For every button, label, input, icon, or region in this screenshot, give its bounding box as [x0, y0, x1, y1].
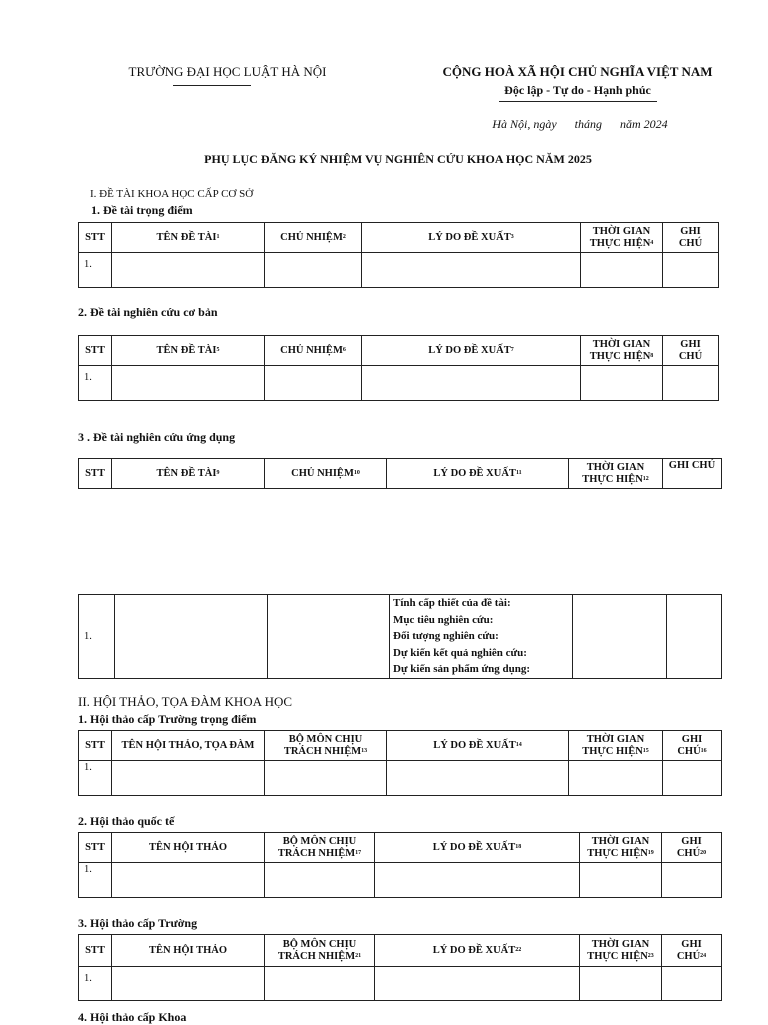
col-stt: STT [79, 459, 112, 489]
col-reason: LÝ DO ĐỀ XUẤT$^3$ [362, 223, 581, 253]
col-department: BỘ MÔN CHỊU TRÁCH NHIỆM$^{21}$ [265, 935, 375, 967]
col-seminar-name: TÊN HỘI THẢO [112, 833, 265, 863]
table-applied-research-header [78, 458, 722, 489]
col-stt: STT [79, 833, 112, 863]
col-time: THỜI GIAN THỰC HIỆN$^8$ [581, 336, 663, 366]
col-time: THỜI GIAN THỰC HIỆN$^{19}$ [580, 833, 662, 863]
col-seminar-name: TÊN HỘI THẢO, TỌA ĐÀM [112, 731, 265, 761]
table-row: 1. [79, 863, 722, 898]
col-reason: LÝ DO ĐỀ XUẤT$^{22}$ [375, 935, 580, 967]
section-1-sub-3: 3 . Đề tài nghiên cứu ứng dụng [78, 430, 236, 444]
university-underline [173, 85, 251, 86]
col-stt: STT [79, 731, 112, 761]
col-note: GHI CHÚ$^{24}$ [662, 935, 722, 967]
col-leader: CHỦ NHIỆM$^6$ [265, 336, 362, 366]
reason-expected-result: Dự kiến kết quả nghiên cứu: [393, 646, 527, 659]
col-department: BỘ MÔN CHỊU TRÁCH NHIỆM$^{17}$ [265, 833, 375, 863]
col-time: THỜI GIAN THỰC HIỆN$^4$ [581, 223, 663, 253]
table-applied-research-body [78, 594, 722, 679]
table-key-topics [78, 222, 719, 288]
table-row: 1. [79, 761, 722, 796]
section-2-sub-3: 3. Hội thảo cấp Trường [78, 916, 198, 930]
col-note: GHI CHÚ$^{20}$ [662, 833, 722, 863]
col-department: BỘ MÔN CHỊU TRÁCH NHIỆM$^{13}$ [265, 731, 387, 761]
reason-urgency: Tính cấp thiết của đề tài: [393, 597, 511, 609]
col-reason: LÝ DO ĐỀ XUẤT$^{18}$ [375, 833, 580, 863]
table-row: 1. [79, 366, 719, 401]
col-reason: LÝ DO ĐỀ XUẤT$^{11}$ [387, 459, 569, 489]
section-2-heading: II. HỘI THẢO, TỌA ĐÀM KHOA HỌC [78, 694, 293, 709]
col-time: THỜI GIAN THỰC HIỆN$^{23}$ [580, 935, 662, 967]
motto: Độc lập - Tự do - Hạnh phúc [504, 83, 651, 97]
section-2-sub-4: 4. Hội thảo cấp Khoa [78, 1010, 187, 1024]
table-basic-research [78, 335, 719, 401]
section-2-sub-1: 1. Hội thảo cấp Trường trọng điểm [78, 712, 257, 726]
table-key-seminars [78, 730, 722, 796]
col-leader: CHỦ NHIỆM$^{10}$ [265, 459, 387, 489]
republic-name: CỘNG HOÀ XÃ HỘI CHỦ NGHĨA VIỆT NAM [442, 64, 713, 79]
col-stt: STT [79, 336, 112, 366]
col-leader: CHỦ NHIỆM$^2$ [265, 223, 362, 253]
col-reason: LÝ DO ĐỀ XUẤT$^7$ [362, 336, 581, 366]
col-time: THỜI GIAN THỰC HIỆN$^{12}$ [569, 459, 663, 489]
republic-header [420, 64, 735, 98]
reason-objective: Mục tiêu nghiên cứu: [393, 613, 494, 626]
reason-expected-product: Dự kiến sản phẩm ứng dụng: [393, 663, 531, 675]
col-stt: STT [79, 223, 112, 253]
col-topic: TÊN ĐỀ TÀI$^5$ [112, 336, 265, 366]
col-reason: LÝ DO ĐỀ XUẤT$^{14}$ [387, 731, 569, 761]
table-international-seminars [78, 832, 722, 898]
table-row: 1. [79, 253, 719, 288]
col-note: GHI CHÚ$^{16}$ [663, 731, 722, 761]
motto-underline [499, 101, 657, 102]
reason-subject: Đối tượng nghiên cứu: [393, 630, 499, 642]
table-row: 1. [79, 967, 722, 1001]
col-time: THỜI GIAN THỰC HIỆN$^{15}$ [569, 731, 663, 761]
university-name: TRƯỜNG ĐẠI HỌC LUẬT HÀ NỘI [128, 64, 327, 79]
section-1-heading: I. ĐỀ TÀI KHOA HỌC CẤP CƠ SỞ [90, 188, 254, 200]
table-row: 1. Tính cấp thiết của đề tài: Mục tiêu nghiên cứu: Đối tượng nghiên cứu: Dự kiến kết quả nghiên cứu: Dự kiến sản phẩm ứng dụng: [79, 595, 722, 679]
col-topic: TÊN ĐỀ TÀI$^1$ [112, 223, 265, 253]
section-1-sub-2: 2. Đề tài nghiên cứu cơ bản [78, 305, 218, 319]
col-stt: STT [79, 935, 112, 967]
col-note: GHI CHÚ [663, 336, 719, 366]
page-title: PHỤ LỤC ĐĂNG KÝ NHIỆM VỤ NGHIÊN CỨU KHOA HỌC NĂM 2025 [204, 152, 592, 166]
table-university-seminars [78, 934, 722, 1001]
section-1-sub-1: 1. Đề tài trọng điểm [91, 203, 193, 217]
date-line: Hà Nội, ngày tháng năm 2024 [492, 117, 668, 131]
reason-list [390, 595, 573, 679]
col-seminar-name: TÊN HỘI THẢO [112, 935, 265, 967]
section-2-sub-2: 2. Hội thảo quốc tế [78, 814, 175, 828]
col-note: GHI CHÚ [663, 223, 719, 253]
col-topic: TÊN ĐỀ TÀI$^9$ [112, 459, 265, 489]
col-note: GHI CHÚ [663, 459, 722, 489]
